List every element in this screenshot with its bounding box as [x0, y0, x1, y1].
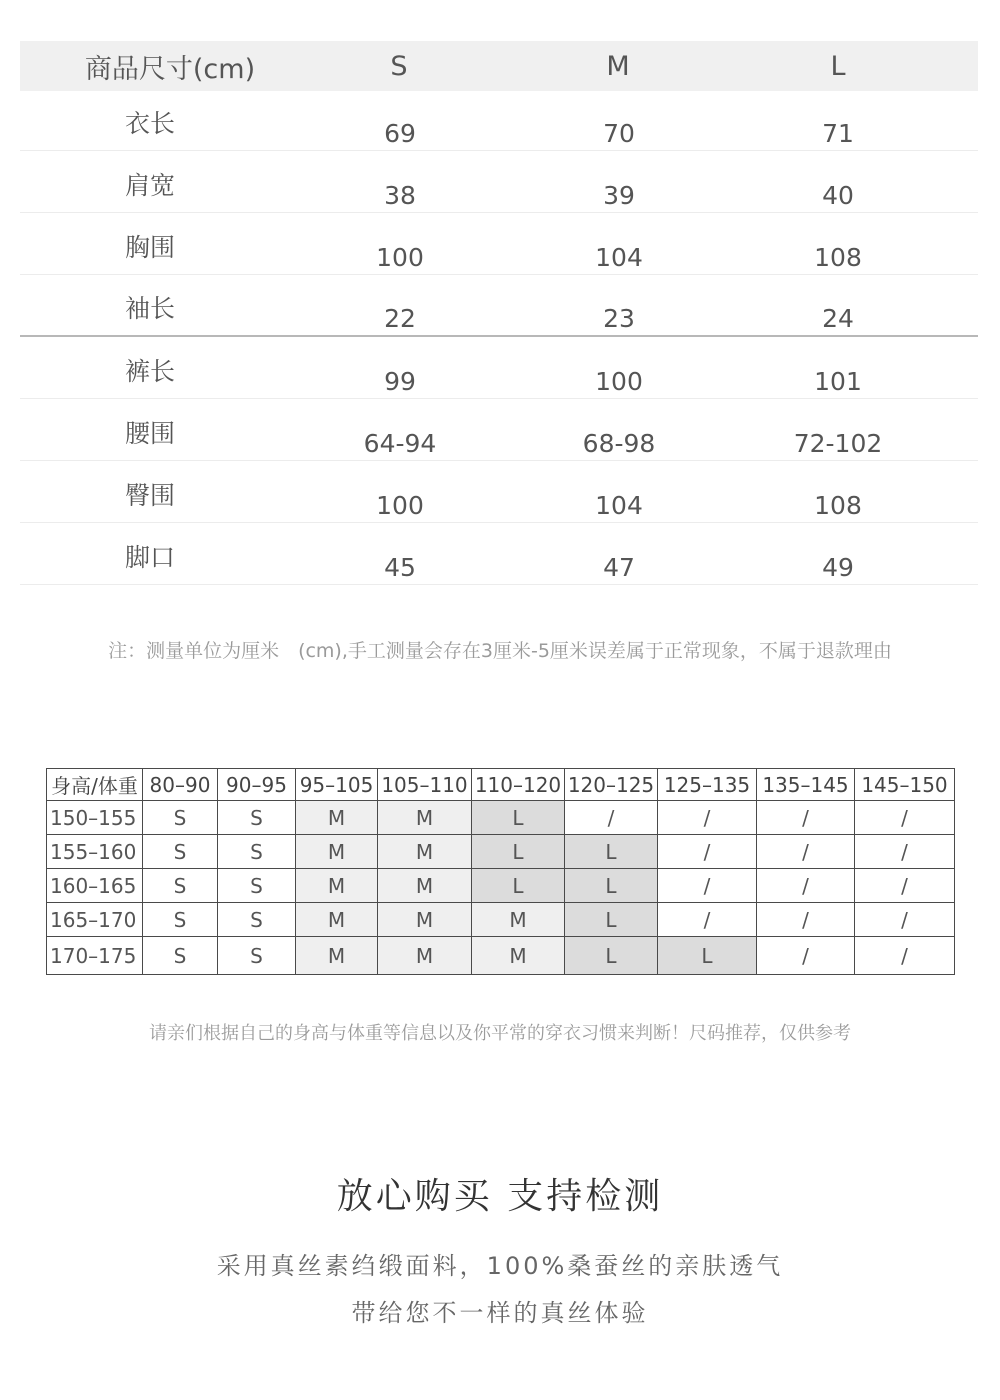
rec-cell: S — [143, 801, 218, 835]
size-row-pants-length — [20, 337, 978, 399]
rec-cell: M — [296, 903, 378, 937]
rec-cell: L — [472, 835, 565, 869]
value-s: 100 — [376, 491, 424, 520]
rec-header-cell: 90–95 — [218, 769, 296, 801]
rec-cell: S — [143, 835, 218, 869]
rec-header-cell: 120–125 — [565, 769, 658, 801]
rec-cell: / — [565, 801, 658, 835]
value-s: 45 — [384, 553, 416, 582]
header-s: S — [390, 50, 408, 82]
rec-header-cell: 145–150 — [855, 769, 955, 801]
rec-cell: M — [296, 937, 378, 975]
rec-cell: M — [472, 903, 565, 937]
rec-row — [47, 937, 955, 975]
rec-cell: / — [757, 835, 855, 869]
header-m: M — [606, 50, 630, 82]
rec-header-cell: 95–105 — [296, 769, 378, 801]
size-row-chest — [20, 213, 978, 275]
value-l: 71 — [822, 119, 854, 148]
rec-row — [47, 869, 955, 903]
rec-row-label: 150–155 — [47, 801, 143, 835]
rec-cell: L — [472, 801, 565, 835]
value-s: 22 — [384, 304, 416, 333]
value-l: 108 — [814, 491, 862, 520]
rec-cell: / — [855, 835, 955, 869]
rec-header-cell: 135–145 — [757, 769, 855, 801]
rec-header-cell: 身高/体重 — [47, 769, 143, 801]
rec-row-label: 170–175 — [47, 937, 143, 975]
rec-cell: M — [378, 869, 472, 903]
rec-cell: M — [378, 801, 472, 835]
rec-cell: M — [296, 869, 378, 903]
row-label: 衣长 — [124, 109, 175, 138]
row-label: 脚口 — [124, 543, 175, 572]
rec-row-label: 165–170 — [47, 903, 143, 937]
size-table-header — [20, 41, 978, 91]
rec-cell: S — [218, 903, 296, 937]
rec-header-cell: 80–90 — [143, 769, 218, 801]
rec-cell: S — [218, 937, 296, 975]
rec-cell: / — [757, 801, 855, 835]
value-s: 69 — [384, 119, 416, 148]
value-l: 49 — [822, 553, 854, 582]
value-s: 99 — [384, 367, 416, 396]
rec-cell: S — [143, 903, 218, 937]
rec-cell: M — [296, 801, 378, 835]
rec-cell: S — [218, 869, 296, 903]
rec-row — [47, 835, 955, 869]
rec-cell: L — [472, 869, 565, 903]
promo-title: 放心购买 支持检测 — [336, 1176, 664, 1217]
rec-row — [47, 903, 955, 937]
rec-cell: S — [143, 869, 218, 903]
rec-header-cell: 105–110 — [378, 769, 472, 801]
rec-cell: L — [658, 937, 757, 975]
size-table — [20, 41, 978, 585]
value-m: 104 — [595, 243, 643, 272]
rec-cell: / — [757, 903, 855, 937]
rec-cell: M — [378, 835, 472, 869]
value-l: 72-102 — [793, 429, 883, 458]
row-label: 臀围 — [124, 481, 175, 510]
rec-cell: M — [472, 937, 565, 975]
rec-cell: / — [757, 869, 855, 903]
rec-cell: / — [757, 937, 855, 975]
header-label: 商品尺寸(cm) — [84, 53, 256, 85]
size-row-shoulder — [20, 151, 978, 213]
rec-cell: L — [565, 937, 658, 975]
rec-cell: / — [855, 937, 955, 975]
rec-cell: L — [565, 835, 658, 869]
value-s: 100 — [376, 243, 424, 272]
row-label: 腰围 — [124, 419, 175, 448]
size-recommendation-table — [46, 768, 955, 975]
value-m: 39 — [603, 181, 635, 210]
row-label: 袖长 — [124, 294, 175, 323]
value-l: 101 — [814, 367, 862, 396]
rec-cell: L — [565, 869, 658, 903]
rec-cell: / — [658, 801, 757, 835]
value-s: 38 — [384, 181, 416, 210]
rec-cell: L — [565, 903, 658, 937]
rec-cell: M — [378, 903, 472, 937]
value-l: 108 — [814, 243, 862, 272]
header-l: L — [830, 50, 846, 82]
promo-line-1: 采用真丝素绉缎面料，100%桑蚕丝的亲肤透气 — [216, 1252, 784, 1280]
rec-cell: M — [378, 937, 472, 975]
rec-row — [47, 801, 955, 835]
rec-cell: / — [855, 869, 955, 903]
rec-row-label: 155–160 — [47, 835, 143, 869]
value-m: 100 — [595, 367, 643, 396]
value-m: 23 — [603, 304, 635, 333]
value-m: 47 — [603, 553, 635, 582]
value-l: 24 — [822, 304, 854, 333]
size-row-sleeve — [20, 275, 978, 337]
promo-line-2: 带给您不一样的真丝体验 — [351, 1299, 649, 1327]
value-s: 64-94 — [363, 429, 437, 458]
value-m: 68-98 — [582, 429, 656, 458]
row-label: 裤长 — [124, 357, 175, 386]
size-row-length — [20, 91, 978, 151]
row-label: 肩宽 — [124, 171, 175, 200]
rec-cell: M — [296, 835, 378, 869]
rec-cell: S — [143, 937, 218, 975]
rec-cell: / — [658, 869, 757, 903]
size-row-hip — [20, 461, 978, 523]
rec-row-label: 160–165 — [47, 869, 143, 903]
rec-cell: / — [658, 835, 757, 869]
value-l: 40 — [822, 181, 854, 210]
rec-cell: / — [855, 801, 955, 835]
rec-cell: S — [218, 801, 296, 835]
rec-cell: S — [218, 835, 296, 869]
value-m: 104 — [595, 491, 643, 520]
row-label: 胸围 — [124, 233, 175, 262]
rec-header-cell: 125–135 — [658, 769, 757, 801]
recommendation-note: 请亲们根据自己的身高与体重等信息以及你平常的穿衣习惯来判断！尺码推荐，仅供参考 — [149, 1023, 851, 1044]
rec-cell: / — [855, 903, 955, 937]
value-m: 70 — [603, 119, 635, 148]
rec-cell: / — [658, 903, 757, 937]
measurement-note: 注：测量单位为厘米 (cm),手工测量会存在3厘米-5厘米误差属于正常现象，不属于退款理由 — [108, 640, 892, 662]
rec-header-row — [47, 769, 955, 801]
size-row-waist — [20, 399, 978, 461]
size-row-hem — [20, 523, 978, 585]
rec-header-cell: 110–120 — [472, 769, 565, 801]
